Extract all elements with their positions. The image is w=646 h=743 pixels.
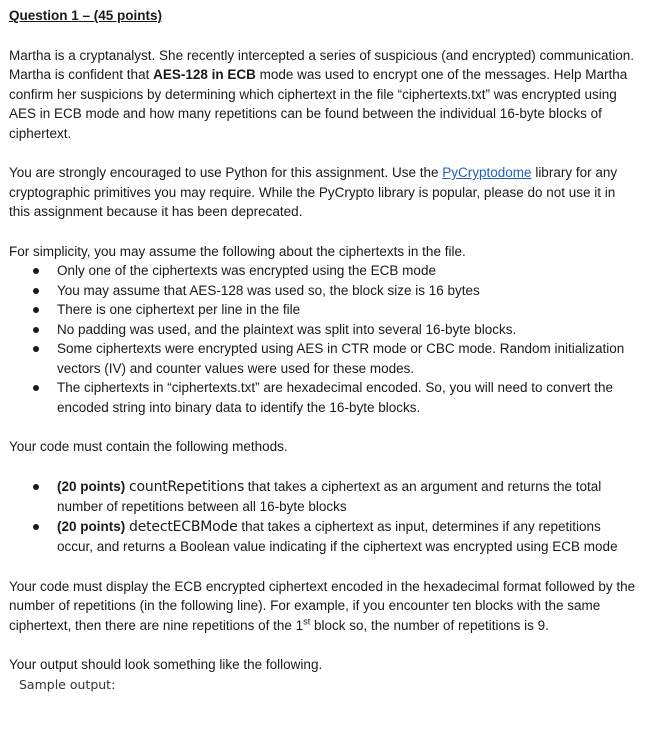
method-points: (20 points) <box>57 478 126 494</box>
method-name: detectECBMode <box>129 518 238 535</box>
python-text-2: library for any cryptographic primitives you may require. While the PyCrypto library is popular, please do not use it in this assignment because it has been deprecated. <box>9 165 618 219</box>
list-item: There is one ciphertext per line in the file <box>9 300 639 320</box>
method-item-count-repetitions <box>9 477 639 517</box>
assignment-document <box>9 6 639 694</box>
question-heading: Question 1 – (45 points) <box>9 8 163 23</box>
methods-intro: Your code must contain the following methods. <box>9 439 288 454</box>
pycryptodome-link[interactable]: PyCryptodome <box>442 165 532 180</box>
method-name: countRepetitions <box>129 478 245 495</box>
intro-paragraph <box>9 46 639 144</box>
intro-text-2: mode was used to encrypt one of the messages. Help Martha confirm her suspicions by determining which ciphertext in the file “ciphertexts.txt” was encrypted using AES in ECB mode and how many repetitions can be found between the individual 16-byte blocks of ciphertext. <box>9 67 628 141</box>
intro-text-1: Martha is a cryptanalyst. She recently intercepted a series of suspicious (and encrypted) communication. Martha is confident that <box>9 47 635 82</box>
intro-bold-aes: AES-128 in ECB <box>153 67 256 82</box>
method-points: (20 points) <box>57 518 126 534</box>
method-item-detect-ecb-mode <box>9 517 639 557</box>
list-item: No padding was used, and the plaintext was split into several 16-byte blocks. <box>9 320 639 340</box>
display-text-1: Your code must display the ECB encrypted ciphertext encoded in the hexadecimal format followed by the number of repetitions (in the following line). For example, if you encounter ten blocks with the same ciphertext, then there are nine repetitions of the 1 <box>9 578 636 633</box>
display-paragraph <box>9 577 639 636</box>
method-description: that takes a ciphertext as input, determines if any repetitions occur, and returns a Boolean value indicating if the ciphertext was encrypted using ECB mode <box>57 518 618 554</box>
list-item: The ciphertexts in “ciphertexts.txt” are hexadecimal encoded. So, you will need to convert the encoded string into binary data to identify the 16-byte blocks. <box>9 378 639 417</box>
method-description: that takes a ciphertext as an argument and returns the total number of repetitions between all 16-byte blocks <box>57 478 602 514</box>
display-text-2: block so, the number of repetitions is 9. <box>310 617 549 633</box>
assumptions-list <box>9 261 639 417</box>
python-text-1: You are strongly encouraged to use Python for this assignment. Use the <box>9 165 443 180</box>
list-item: Some ciphertexts were encrypted using AES in CTR mode or CBC mode. Random initialization vectors (IV) and counter values were used for these modes. <box>9 339 639 378</box>
superscript-st: st <box>303 616 311 626</box>
methods-list <box>9 477 639 557</box>
sample-output-label: Sample output: <box>19 676 116 692</box>
list-item: You may assume that AES-128 was used so, the block size is 16 bytes <box>9 281 639 301</box>
output-intro: Your output should look something like the following. <box>9 657 323 672</box>
list-item: Only one of the ciphertexts was encrypted using the ECB mode <box>9 261 639 281</box>
python-paragraph <box>9 163 639 222</box>
assumptions-intro: For simplicity, you may assume the following about the ciphertexts in the file. <box>9 243 466 259</box>
